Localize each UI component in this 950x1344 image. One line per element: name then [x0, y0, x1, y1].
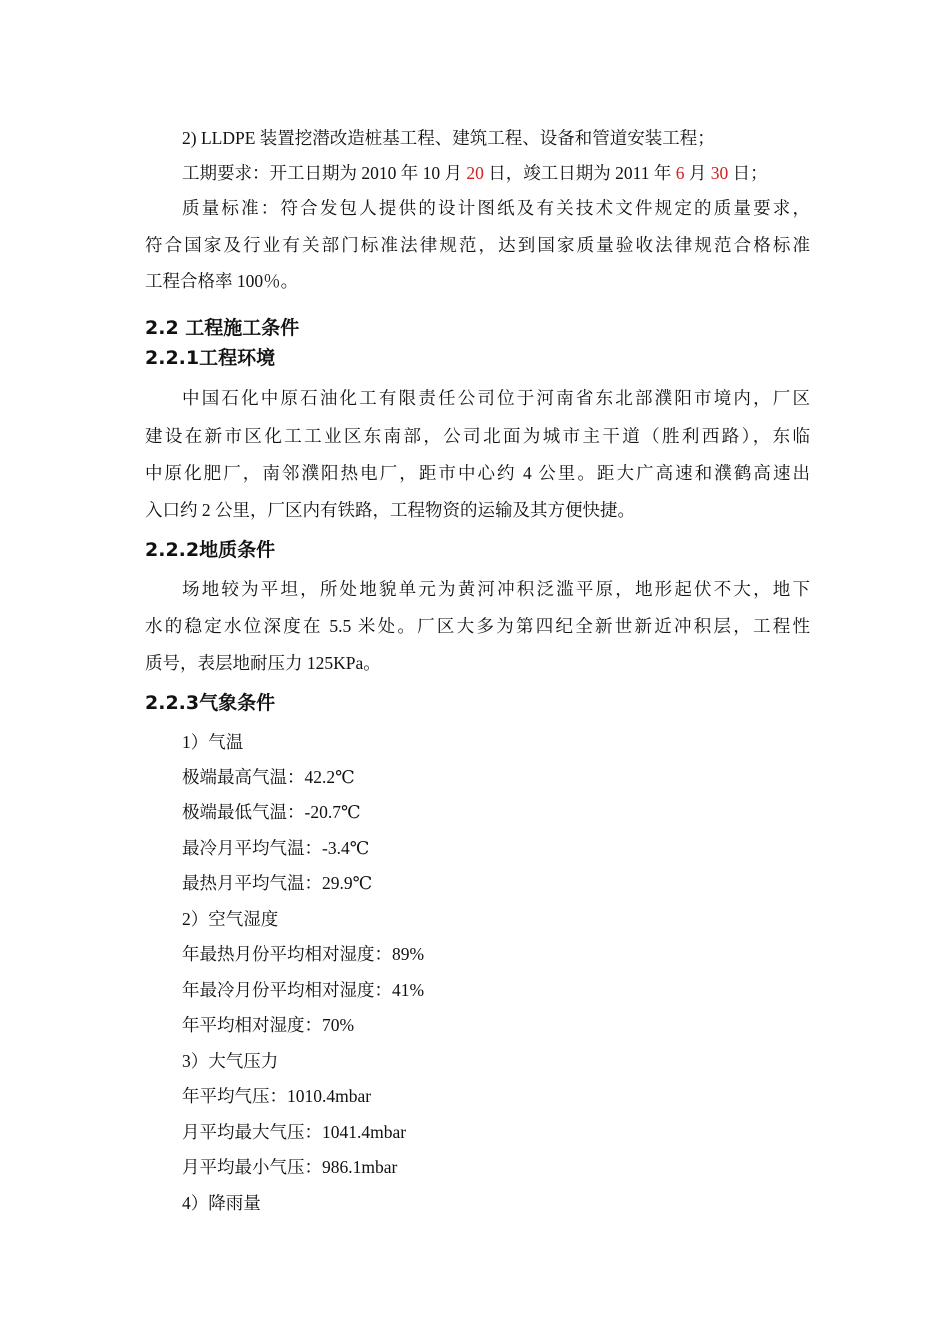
- heading-2-2: 2.2 工程施工条件: [145, 317, 300, 339]
- weather-humidity-title: 2）空气湿度: [182, 909, 279, 929]
- quality-line-2: 符合国家及行业有关部门标准法律规范，达到国家质量验收法律规范合格标准: [145, 235, 810, 255]
- geo-line-3: 质号，表层地耐压力 125KPa。: [145, 653, 381, 673]
- env-line-4: 入口约 2 公里，厂区内有铁路，工程物资的运输及其方便快捷。: [145, 500, 635, 520]
- schedule-part-4: 日；: [728, 163, 768, 183]
- geo-line-2: 水的稳定水位深度在 5.5 米处。厂区大多为第四纪全新世新近冲积层，工程性: [145, 616, 810, 636]
- env-line-3: 中原化肥厂，南邻濮阳热电厂，距市中心约 4 公里。距大广高速和濮鹤高速出: [145, 463, 810, 483]
- schedule-part-3: 月: [684, 163, 711, 183]
- schedule-part-1: 工期要求：开工日期为 2010 年 10 月: [182, 163, 467, 183]
- end-day: 30: [710, 163, 729, 183]
- quality-line-1: 质量标准：符合发包人提供的设计图纸及有关技术文件规定的质量要求，: [182, 198, 810, 218]
- heading-2-2-1: 2.2.1工程环境: [145, 347, 276, 369]
- heading-2-2-3: 2.2.3气象条件: [145, 692, 276, 714]
- weather-hottest-month: 最热月平均气温：29.9℃: [182, 873, 373, 893]
- weather-coldest-month: 最冷月平均气温：-3.4℃: [182, 838, 370, 858]
- weather-temp-title: 1）气温: [182, 732, 244, 752]
- weather-max-temp: 极端最高气温：42.2℃: [182, 767, 355, 787]
- weather-pressure-max: 月平均最大气压：1041.4mbar: [182, 1122, 407, 1142]
- schedule-text: [182, 158, 810, 188]
- item-2-text: 2) LLDPE 装置挖潜改造桩基工程、建筑工程、设备和管道安装工程；: [182, 128, 715, 148]
- env-line-1: 中国石化中原石油化工有限责任公司位于河南省东北部濮阳市境内，厂区: [182, 388, 810, 408]
- heading-2-2-2: 2.2.2地质条件: [145, 539, 276, 561]
- end-month: 6: [675, 163, 685, 183]
- weather-humidity-hot: 年最热月份平均相对湿度：89%: [182, 944, 425, 964]
- schedule-part-2: 日，竣工日期为 2011 年: [483, 163, 676, 183]
- quality-line-3: 工程合格率 100％。: [145, 271, 299, 291]
- start-day: 20: [466, 163, 484, 183]
- weather-min-temp: 极端最低气温：-20.7℃: [182, 802, 361, 822]
- weather-pressure-avg: 年平均气压：1010.4mbar: [182, 1086, 372, 1106]
- weather-rain-title: 4）降雨量: [182, 1193, 261, 1213]
- geo-line-1: 场地较为平坦，所处地貌单元为黄河冲积泛滥平原，地形起伏不大，地下: [182, 579, 810, 599]
- weather-pressure-min: 月平均最小气压：986.1mbar: [182, 1157, 398, 1177]
- weather-humidity-cold: 年最冷月份平均相对湿度：41%: [182, 980, 425, 1000]
- env-line-2: 建设在新市区化工工业区东南部，公司北面为城市主干道（胜利西路），东临: [145, 426, 810, 446]
- weather-humidity-avg: 年平均相对湿度：70%: [182, 1015, 355, 1035]
- weather-pressure-title: 3）大气压力: [182, 1051, 279, 1071]
